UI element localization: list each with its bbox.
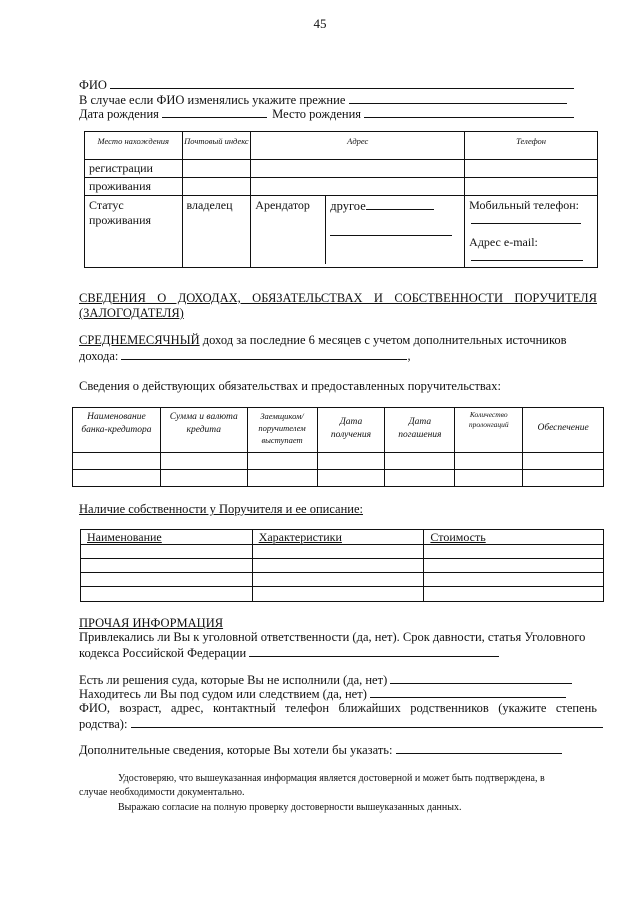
prev-fio-label: В случае если ФИО изменялись укажите прежние — [79, 93, 346, 107]
table-row — [85, 160, 598, 178]
income-word: СРЕДНЕМЕСЯЧНЫЙ — [79, 333, 200, 347]
prop-cell[interactable] — [81, 573, 253, 587]
pob-field[interactable] — [364, 106, 574, 118]
header-phone: Телефон — [465, 132, 598, 160]
dob-label: Дата рождения — [79, 107, 159, 121]
q2-field[interactable] — [390, 672, 572, 684]
prop-cell[interactable] — [424, 545, 604, 559]
obl-cell[interactable] — [247, 453, 317, 470]
status-other-field[interactable] — [366, 198, 434, 210]
obl-header-date-issue: Дата получения — [317, 408, 385, 453]
q4-field[interactable] — [131, 716, 603, 728]
income-line — [79, 333, 597, 348]
contacts-cell — [465, 196, 598, 268]
header-location: Место нахождения — [85, 132, 183, 160]
property-table — [80, 529, 604, 602]
prop-cell[interactable] — [424, 587, 604, 602]
row-registration: регистрации — [85, 160, 183, 178]
prop-cell[interactable] — [424, 573, 604, 587]
status-other[interactable]: другое — [330, 199, 366, 213]
page-number: 45 — [313, 16, 327, 31]
q3-row — [79, 686, 566, 702]
q4-line1: ФИО, возраст, адрес, контактный телефон ближайших родственников (укажите степень — [79, 701, 597, 715]
obl-cell[interactable] — [385, 470, 455, 487]
table-row — [81, 545, 604, 559]
status-owner[interactable]: владелец — [182, 196, 251, 268]
income-label: дохода: — [79, 349, 119, 363]
table-row — [73, 453, 604, 470]
q1-line2 — [79, 645, 499, 661]
registration-postal-cell[interactable] — [182, 160, 251, 178]
prop-cell[interactable] — [81, 587, 253, 602]
residence-phone-cell[interactable] — [465, 178, 598, 196]
q1-line1: Привлекались ли Вы к уголовной ответственности (да, нет). Срок давности, статья Уголовного — [79, 630, 586, 644]
address-table — [84, 131, 598, 268]
income-section-title: СВЕДЕНИЯ О ДОХОДАХ, ОБЯЗАТЕЛЬСТВАХ И СОБСТВЕННОСТИ ПОРУЧИТЕЛЯ (ЗАЛОГОДАТЕЛЯ) — [79, 291, 597, 320]
q1-label: кодекса Российской Федерации — [79, 646, 247, 660]
q3-label: Находитесь ли Вы под судом или следствием (да, нет) — [79, 687, 367, 701]
status-tenant[interactable]: Арендатор — [251, 196, 326, 264]
registration-address-cell[interactable] — [251, 160, 465, 178]
prop-header-characteristics: Характеристики — [252, 530, 424, 545]
mobile-label: Мобильный телефон: — [469, 198, 579, 212]
q5-field[interactable] — [396, 742, 562, 754]
table-row — [81, 587, 604, 602]
prop-cell[interactable] — [252, 587, 424, 602]
status-row — [85, 196, 598, 268]
q1-field[interactable] — [249, 645, 499, 657]
fio-row — [79, 77, 579, 93]
dob-field[interactable] — [162, 106, 267, 118]
q2-label: Есть ли решения суда, которые Вы не исполнили (да, нет) — [79, 673, 388, 687]
obl-cell[interactable] — [455, 470, 523, 487]
residence-postal-cell[interactable] — [182, 178, 251, 196]
row-residence: проживания — [85, 178, 183, 196]
header-address: Адрес — [251, 132, 465, 160]
obl-header-role: Заемщиком/ поручителем выступает — [247, 408, 317, 453]
certification-line1: Удостоверяю, что вышеуказанная информация является достоверной и может быть подтверждена, в — [118, 773, 545, 784]
fio-field[interactable] — [110, 77, 574, 89]
obl-header-bank: Наименование банка-кредитора — [73, 408, 161, 453]
obl-cell[interactable] — [247, 470, 317, 487]
income-line-2: дохода: , — [79, 349, 411, 363]
residence-address-cell[interactable] — [251, 178, 465, 196]
prop-cell[interactable] — [252, 545, 424, 559]
prev-fio-field[interactable] — [349, 92, 567, 104]
table-row — [81, 559, 604, 573]
obl-header-sum: Сумма и валюта кредита — [160, 408, 247, 453]
status-other-cell — [326, 196, 464, 264]
obl-cell[interactable] — [73, 453, 161, 470]
mobile-field[interactable] — [471, 215, 581, 224]
prop-header-name: Наименование — [81, 530, 253, 545]
status-other-field-2[interactable] — [330, 224, 452, 236]
email-field[interactable] — [471, 252, 583, 261]
obl-cell[interactable] — [385, 453, 455, 470]
prop-cell[interactable] — [81, 559, 253, 573]
obligations-text: Сведения о действующих обязательствах и предоставленных поручительствах: — [79, 379, 501, 393]
property-text: Наличие собственности у Поручителя и ее описание: — [79, 502, 363, 516]
prop-header-cost: Стоимость — [424, 530, 604, 545]
status-options-cell — [251, 196, 465, 268]
prop-cell[interactable] — [252, 559, 424, 573]
obl-cell[interactable] — [455, 453, 523, 470]
obl-cell[interactable] — [523, 453, 604, 470]
prop-cell[interactable] — [252, 573, 424, 587]
obl-cell[interactable] — [160, 470, 247, 487]
registration-phone-cell[interactable] — [465, 160, 598, 178]
obl-header-security: Обеспечение — [523, 408, 604, 453]
income-field[interactable] — [121, 348, 407, 360]
q4-label: родства): — [79, 717, 128, 731]
email-label: Адрес e-mail: — [469, 235, 538, 249]
obl-cell[interactable] — [73, 470, 161, 487]
q5-label: Дополнительные сведения, которые Вы хотели бы указать: — [79, 743, 393, 757]
q3-field[interactable] — [370, 686, 566, 698]
obl-cell[interactable] — [523, 470, 604, 487]
obligations-table — [72, 407, 604, 487]
obl-cell[interactable] — [160, 453, 247, 470]
header-postal: Почтовый индекс — [182, 132, 251, 160]
obl-cell[interactable] — [317, 453, 385, 470]
prop-cell[interactable] — [424, 559, 604, 573]
table-row — [85, 178, 598, 196]
table-row — [81, 573, 604, 587]
income-rest: доход за последние 6 месяцев с учетом дополнительных источников — [202, 333, 567, 347]
q4-line2 — [79, 716, 603, 732]
status-label: Статус проживания — [85, 196, 183, 268]
dob-row — [79, 106, 589, 122]
consent-text: Выражаю согласие на полную проверку достоверности вышеуказанных данных. — [118, 802, 462, 813]
obl-cell[interactable] — [317, 470, 385, 487]
prop-cell[interactable] — [81, 545, 253, 559]
table-row — [73, 470, 604, 487]
other-title: ПРОЧАЯ ИНФОРМАЦИЯ — [79, 616, 224, 630]
fio-label: ФИО — [79, 78, 107, 92]
q5-row — [79, 742, 562, 758]
obl-header-prolongations: Количество пролонгаций — [455, 408, 523, 453]
obl-header-date-repay: Дата погашения — [385, 408, 455, 453]
pob-label: Место рождения — [272, 107, 362, 121]
certification-line2: случае необходимости документально. — [79, 787, 245, 798]
